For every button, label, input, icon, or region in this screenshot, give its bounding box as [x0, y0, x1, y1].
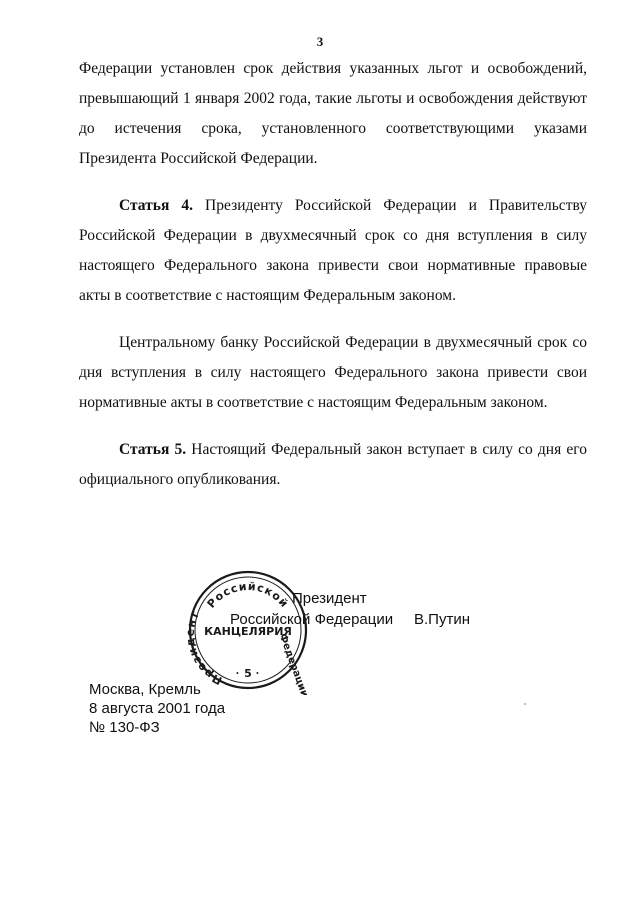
article-4-heading: Статья 4.	[119, 197, 194, 214]
signatory-title-line1: Президент	[292, 590, 367, 607]
page-number: 3	[316, 34, 324, 49]
article-5-paragraph	[79, 435, 587, 495]
paragraph-continuation: Федерации установлен срок действия указанных льгот и освобождений, превышающий 1 января 2002 года, такие льготы и освобождения действуют до истечения срока, установленного соответствующими указами Президента Российской Федерации.	[79, 60, 587, 167]
signing-place: Москва, Кремль	[89, 681, 201, 698]
article-4-paragraph	[79, 191, 587, 311]
svg-text:5: 5	[244, 667, 252, 680]
svg-text:Российской: Российской	[204, 579, 292, 611]
article-4-text: Президенту Российской Федерации и Правительству Российской Федерации в двухмесячный срок со дня вступления в силу настоящего Федерального закона привести свои нормативные правовые акты в соответствие с настоящим Федеральным законом.	[79, 197, 588, 304]
law-body-text	[79, 54, 587, 512]
signatory-title-line2: Российской Федерации	[230, 611, 394, 628]
signing-place-date	[89, 680, 225, 737]
law-number: № 130-ФЗ	[89, 719, 160, 736]
scan-speck	[524, 703, 526, 705]
central-bank-paragraph: Центральному банку Российской Федерации в двухмесячный срок со дня вступления в силу настоящего Федерального закона привести свои нормативные акты в соответствие с настоящим Федеральным законом.	[79, 334, 587, 411]
svg-text:•: •	[236, 669, 239, 678]
article-5-heading: Статья 5.	[119, 441, 187, 458]
svg-text:Федерации: Федерации	[276, 632, 310, 695]
svg-text:Президент: Президент	[183, 608, 225, 688]
svg-text:КАНЦЕЛЯРИЯ: КАНЦЕЛЯРИЯ	[204, 625, 292, 638]
article-5-text: Настоящий Федеральный закон вступает в силу со дня его официального опубликования.	[79, 441, 587, 488]
signing-date: 8 августа 2001 года	[89, 700, 226, 717]
signatory-name: В.Путин	[414, 611, 470, 628]
svg-text:•: •	[256, 669, 259, 678]
